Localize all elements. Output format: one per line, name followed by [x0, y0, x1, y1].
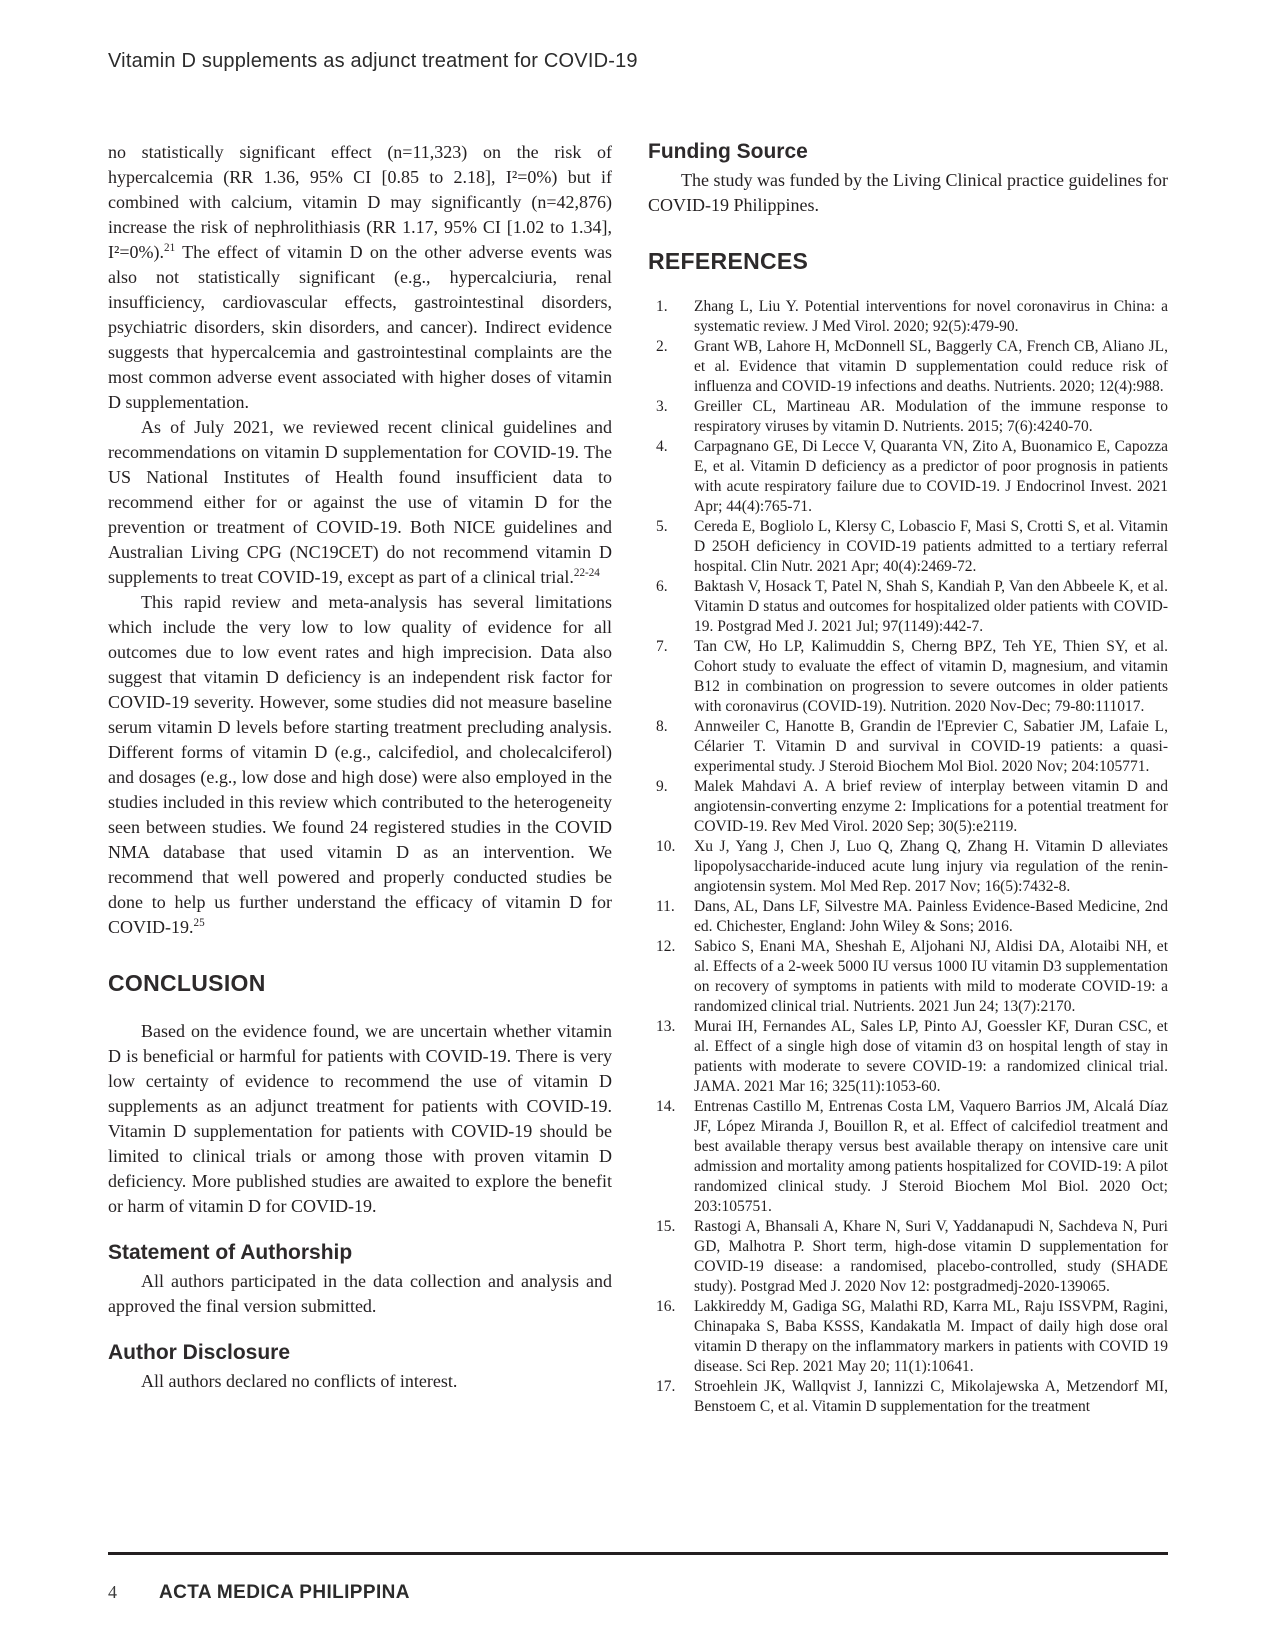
- reference-text: Malek Mahdavi A. A brief review of interplay between vitamin D and angiotensin-converting enzyme 2: Implications for a potential treatment for COVID-19. Rev Med Virol. 2020 Sep; 30(5):e2119.: [694, 778, 1168, 835]
- reference-text: Lakkireddy M, Gadiga SG, Malathi RD, Karra ML, Raju ISSVPM, Ragini, Chinapaka S, Baba KSSS, Kandakatla M. Impact of daily high dose oral vitamin D therapy on the inflammatory markers in patients with COVID 19 disease. Sci Rep. 2021 May 20; 11(1):10641.: [694, 1298, 1168, 1375]
- paragraph-guidelines-review: As of July 2021, we reviewed recent clinical guidelines and recommendations on vitamin D supplementation for COVID-19. The US National Institutes of Health found insufficient data to recommend either for or against the use of vitamin D for the prevention or treatment of COVID-19. Both NICE guidelines and Australian Living CPG (NC19CET) do not recommend vitamin D supplements to treat COVID-19, except as part of a clinical trial.$^{22-24}$: [108, 417, 612, 587]
- reference-text: Entrenas Castillo M, Entrenas Costa LM, Vaquero Barrios JM, Alcalá Díaz JF, López Miranda J, Bouillon R, et al. Effect of calcifediol treatment and best available therapy versus best available therapy on intensive care unit admission and mortality among patients hospitalized for COVID-19: A pilot randomized clinical study. J Steroid Biochem Mol Biol. 2020 Oct; 203:105751.: [694, 1098, 1168, 1215]
- reference-number: 7.: [656, 638, 668, 655]
- reference-number: 17.: [656, 1378, 676, 1395]
- content-columns: [108, 140, 1168, 1417]
- reference-text: Cereda E, Bogliolo L, Klersy C, Lobascio F, Masi S, Crotti S, et al. Vitamin D 25OH deficiency in COVID-19 patients admitted to a tertiary referral hospital. Clin Nutr. 2021 Apr; 40(4):2469-72.: [694, 518, 1168, 575]
- reference-text: Stroehlein JK, Wallqvist J, Iannizzi C, Mikolajewska A, Metzendorf MI, Benstoem C, et al. Vitamin D supplementation for the treatment: [694, 1378, 1168, 1415]
- reference-text: Carpagnano GE, Di Lecce V, Quaranta VN, Zito A, Buonamico E, Capozza E, et al. Vitamin D deficiency as a predictor of poor prognosis in patients with acute respiratory failure due to COVID-19. J Endocrinol Invest. 2021 Apr; 44(4):765-71.: [694, 438, 1168, 515]
- reference-text: Sabico S, Enani MA, Sheshah E, Aljohani NJ, Aldisi DA, Alotaibi NH, et al. Effects of a 2-week 5000 IU versus 1000 IU vitamin D3 supplementation on recovery of symptoms in patients with mild to moderate COVID-19: a randomized clinical trial. Nutrients. 2021 Jun 24; 13(7):2170.: [694, 938, 1168, 1015]
- left-column: [108, 140, 612, 1394]
- right-column: [648, 140, 1168, 1417]
- reference-number: 15.: [656, 1218, 676, 1235]
- reference-number: 13.: [656, 1018, 676, 1035]
- disclosure-paragraph: All authors declared no conflicts of interest.: [141, 1371, 458, 1391]
- reference-item: [648, 437, 1168, 517]
- reference-text: Tan CW, Ho LP, Kalimuddin S, Cherng BPZ, Teh YE, Thien SY, et al. Cohort study to evaluate the effect of vitamin D, magnesium, and vitamin B12 in combination on progression to severe outcomes in older patients with coronavirus (COVID-19). Nutrition. 2020 Nov-Dec; 79-80:111017.: [694, 638, 1168, 715]
- references-heading: REFERENCES: [648, 248, 809, 274]
- reference-item: [648, 837, 1168, 897]
- page-number: 4: [108, 1582, 117, 1602]
- reference-number: 6.: [656, 578, 668, 595]
- reference-item: [648, 297, 1168, 337]
- reference-item: [648, 337, 1168, 397]
- conclusion-heading: CONCLUSION: [108, 970, 266, 996]
- authorship-paragraph: All authors participated in the data collection and analysis and approved the final version submitted.: [108, 1271, 612, 1316]
- reference-number: 1.: [656, 298, 668, 315]
- reference-item: [648, 717, 1168, 777]
- reference-number: 10.: [656, 838, 676, 855]
- reference-number: 3.: [656, 398, 668, 415]
- reference-text: Dans, AL, Dans LF, Silvestre MA. Painless Evidence-Based Medicine, 2nd ed. Chichester, England: John Wiley & Sons; 2016.: [694, 898, 1168, 935]
- reference-number: 2.: [656, 338, 668, 355]
- reference-item: [648, 1297, 1168, 1377]
- reference-text: Rastogi A, Bhansali A, Khare N, Suri V, Yaddanapudi N, Sachdeva N, Puri GD, Malhotra P. Short term, high-dose vitamin D supplementation for COVID-19 disease: a randomised, placebo-controlled, study (SHADE study). Postgrad Med J. 2020 Nov 12: postgradmedj-2020-139065.: [694, 1218, 1168, 1295]
- paragraph-adverse-events: no statistically significant effect (n=11,323) on the risk of hypercalcemia (RR 1.36, 95% CI [0.85 to 2.18], I²=0%) but if combined with calcium, vitamin D may significantly (n=42,876) increase the risk of nephrolithiasis (RR 1.17, 95% CI [1.02 to 1.34], I²=0%).$^{21}$ The effect of vitamin D on the other adverse events was also not statistically significant (e.g., hypercalciuria, renal insufficiency, cardiovascular effects, gastrointestinal disorders, psychiatric disorders, skin disorders, and cancer). Indirect evidence suggests that hypercalcemia and gastrointestinal complaints are the most common adverse event associated with higher doses of vitamin D supplementation.: [108, 142, 612, 412]
- reference-number: 11.: [656, 898, 675, 915]
- running-head: Vitamin D supplements as adjunct treatment for COVID-19: [108, 50, 638, 72]
- authorship-heading: Statement of Authorship: [108, 1241, 353, 1264]
- reference-number: 14.: [656, 1098, 676, 1115]
- reference-item: [648, 1097, 1168, 1217]
- reference-number: 9.: [656, 778, 668, 795]
- reference-item: [648, 637, 1168, 717]
- reference-number: 16.: [656, 1298, 676, 1315]
- funding-paragraph: The study was funded by the Living Clinical practice guidelines for COVID-19 Philippines.: [648, 170, 1168, 215]
- reference-item: [648, 577, 1168, 637]
- conclusion-paragraph: Based on the evidence found, we are uncertain whether vitamin D is beneficial or harmful for patients with COVID-19. There is very low certainty of evidence to recommend the use of vitamin D supplements as an adjunct treatment for patients with COVID-19. Vitamin D supplementation for patients with COVID-19 should be limited to clinical trials or among those with proven vitamin D deficiency. More published studies are awaited to explore the benefit or harm of vitamin D for COVID-19.: [108, 1021, 612, 1216]
- reference-item: [648, 397, 1168, 437]
- reference-item: [648, 517, 1168, 577]
- disclosure-heading: Author Disclosure: [108, 1341, 291, 1364]
- reference-item: [648, 1017, 1168, 1097]
- reference-item: [648, 777, 1168, 837]
- journal-name: ACTA MEDICA PHILIPPINA: [159, 1582, 410, 1603]
- funding-heading: Funding Source: [648, 140, 808, 163]
- reference-item: [648, 897, 1168, 937]
- reference-number: 12.: [656, 938, 676, 955]
- footer-rule: [108, 1552, 1168, 1555]
- reference-item: [648, 1377, 1168, 1417]
- reference-text: Murai IH, Fernandes AL, Sales LP, Pinto AJ, Goessler KF, Duran CSC, et al. Effect of a single high dose of vitamin d3 on hospital length of stay in patients with moderate to severe COVID-19: a randomized clinical trial. JAMA. 2021 Mar 16; 325(11):1053-60.: [694, 1018, 1168, 1095]
- reference-number: 8.: [656, 718, 668, 735]
- reference-text: Grant WB, Lahore H, McDonnell SL, Baggerly CA, French CB, Aliano JL, et al. Evidence that vitamin D supplementation could reduce risk of influenza and COVID-19 infections and deaths. Nutrients. 2020; 12(4):988.: [694, 338, 1168, 395]
- paragraph-limitations: This rapid review and meta-analysis has several limitations which include the very low to low quality of evidence for all outcomes due to low event rates and high imprecision. Data also suggest that vitamin D deficiency is an independent risk factor for COVID-19 severity. However, some studies did not measure baseline serum vitamin D levels before starting treatment precluding analysis. Different forms of vitamin D (e.g., calcifediol, and cholecalciferol) and dosages (e.g., low dose and high dose) were also employed in the studies included in this review which contributed to the heterogeneity seen between studies. We found 24 registered studies in the COVID NMA database that used vitamin D as an intervention. We recommend that well powered and properly conducted studies be done to help us further understand the efficacy of vitamin D for COVID-19.25: [108, 592, 612, 937]
- reference-text: Annweiler C, Hanotte B, Grandin de l'Eprevier C, Sabatier JM, Lafaie L, Célarier T. Vitamin D and survival in COVID-19 patients: a quasi-experimental study. J Steroid Biochem Mol Biol. 2020 Nov; 204:105771.: [694, 718, 1168, 775]
- reference-item: [648, 1217, 1168, 1297]
- references-list: [648, 297, 1168, 1417]
- footer: [108, 1582, 410, 1604]
- reference-number: 5.: [656, 518, 668, 535]
- reference-text: Xu J, Yang J, Chen J, Luo Q, Zhang Q, Zhang H. Vitamin D alleviates lipopolysaccharide-induced acute lung injury via regulation of the renin-angiotensin system. Mol Med Rep. 2017 Nov; 16(5):7432-8.: [694, 838, 1168, 895]
- reference-text: Greiller CL, Martineau AR. Modulation of the immune response to respiratory viruses by vitamin D. Nutrients. 2015; 7(6):4240-70.: [694, 398, 1168, 435]
- reference-item: [648, 937, 1168, 1017]
- reference-number: 4.: [656, 438, 668, 455]
- reference-text: Baktash V, Hosack T, Patel N, Shah S, Kandiah P, Van den Abbeele K, et al. Vitamin D status and outcomes for hospitalized older patients with COVID-19. Postgrad Med J. 2021 Jul; 97(1149):442-7.: [694, 578, 1168, 635]
- reference-text: Zhang L, Liu Y. Potential interventions for novel coronavirus in China: a systematic review. J Med Virol. 2020; 92(5):479-90.: [694, 298, 1168, 335]
